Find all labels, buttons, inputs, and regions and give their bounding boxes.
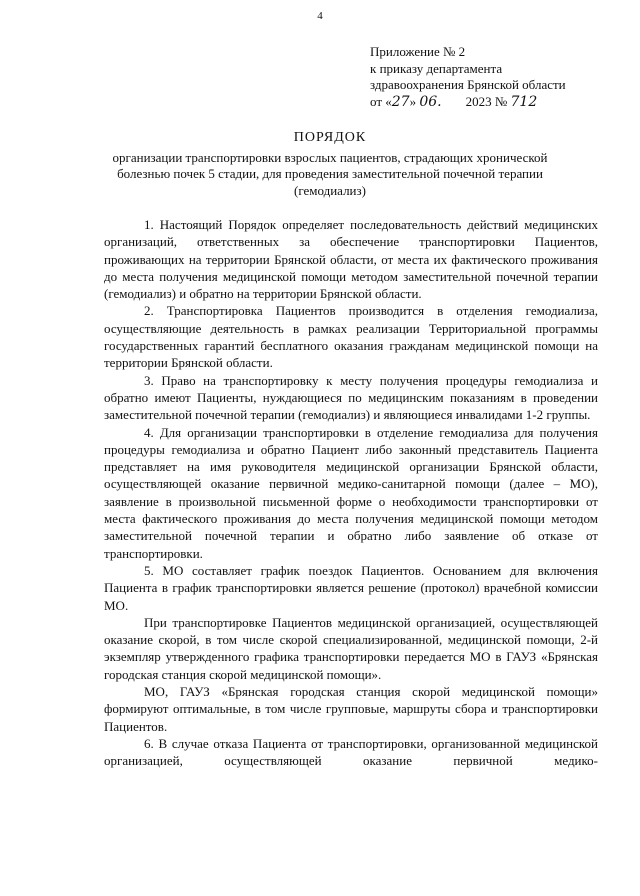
appendix-header: [370, 44, 630, 110]
paragraph-6: При транспортировке Пациентов медицинской организацией, осуществляющей оказание скорой, в том числе скорой специализированной, медицинской помощи, 2-й экземпляр утвержденного графика транспортировки передается МО в ГАУЗ «Брянская городская станция скорой медицинской помощи».: [104, 614, 598, 682]
paragraph-8: 6. В случае отказа Пациента от транспортировки, организованной медицинской организацией, осуществляющей оказание первичной медико-: [104, 735, 598, 769]
handwritten-day: 27: [391, 93, 410, 110]
appendix-line-2: к приказу департамента: [370, 60, 503, 76]
document-body: [104, 216, 598, 770]
date-prefix: от «: [370, 93, 392, 109]
paragraph-3: 3. Право на транспортировку к месту получения процедуры гемодиализа и обратно имеют Пациенты, нуждающиеся по медицинским показаниям в проведении заместительной почечной терапии (гемодиализ) и являющиеся инвалидами 1-2 группы.: [104, 372, 598, 423]
date-year: 2023 №: [465, 93, 508, 109]
paragraph-7: МО, ГАУЗ «Брянская городская станция скорой медицинской помощи» формируют оптимальные, в том числе групповые, маршруты сбора и транспортировки Пациентов.: [104, 684, 598, 734]
appendix-line-1: Приложение № 2: [370, 44, 466, 59]
date-mid: »: [409, 93, 420, 109]
document-title-block: [100, 130, 560, 199]
paragraph-4: 4. Для организации транспортировки в отделение гемодиализа для получения процедуры гемодиализа и обратно Пациент либо законный представитель Пациента представляет на имя руководителя медицинской организации Брянской области, осуществляющей оказание первичной медико-санитарной помощи (далее – МО), заявление в произвольной письменной форме о необходимости транспортировки от места фактического проживания до места получения медицинской помощи методом заместительной почечной терапии и обратно либо заявление об отказе от транспортировки.: [104, 424, 598, 561]
appendix-line-3: здравоохранения Брянской области: [370, 77, 566, 92]
handwritten-month: 06.: [419, 93, 442, 110]
handwritten-number: 712: [510, 93, 538, 110]
appendix-date-line: [370, 94, 630, 111]
document-title: ПОРЯДОК: [293, 130, 367, 145]
document-subtitle: организации транспортировки взрослых пациентов, страдающих хронической болезнью почек 5 стадии, для проведения заместительной почечной терапии (гемодиализ): [112, 149, 548, 198]
paragraph-2: 2. Транспортировка Пациентов производится в отделения гемодиализа, осуществляющие деятельность в рамках реализации Территориальной программы государственных гарантий бесплатного оказания гражданам медицинской помощи на территории Брянской области.: [104, 303, 598, 371]
paragraph-5: 5. МО составляет график поездок Пациентов. Основанием для включения Пациента в график транспортировки является решение (протокол) врачебной комиссии МО.: [104, 562, 598, 613]
paragraph-1: 1. Настоящий Порядок определяет последовательность действий медицинских организаций, ответственных за обеспечение транспортировки Пациентов, проживающих на территории Брянской области, от места их фактического проживания до места получения медицинской помощи методом заместительной почечной терапии (гемодиализ) и обратно на территории Брянской области.: [104, 217, 598, 302]
page-number: 4: [317, 10, 323, 22]
